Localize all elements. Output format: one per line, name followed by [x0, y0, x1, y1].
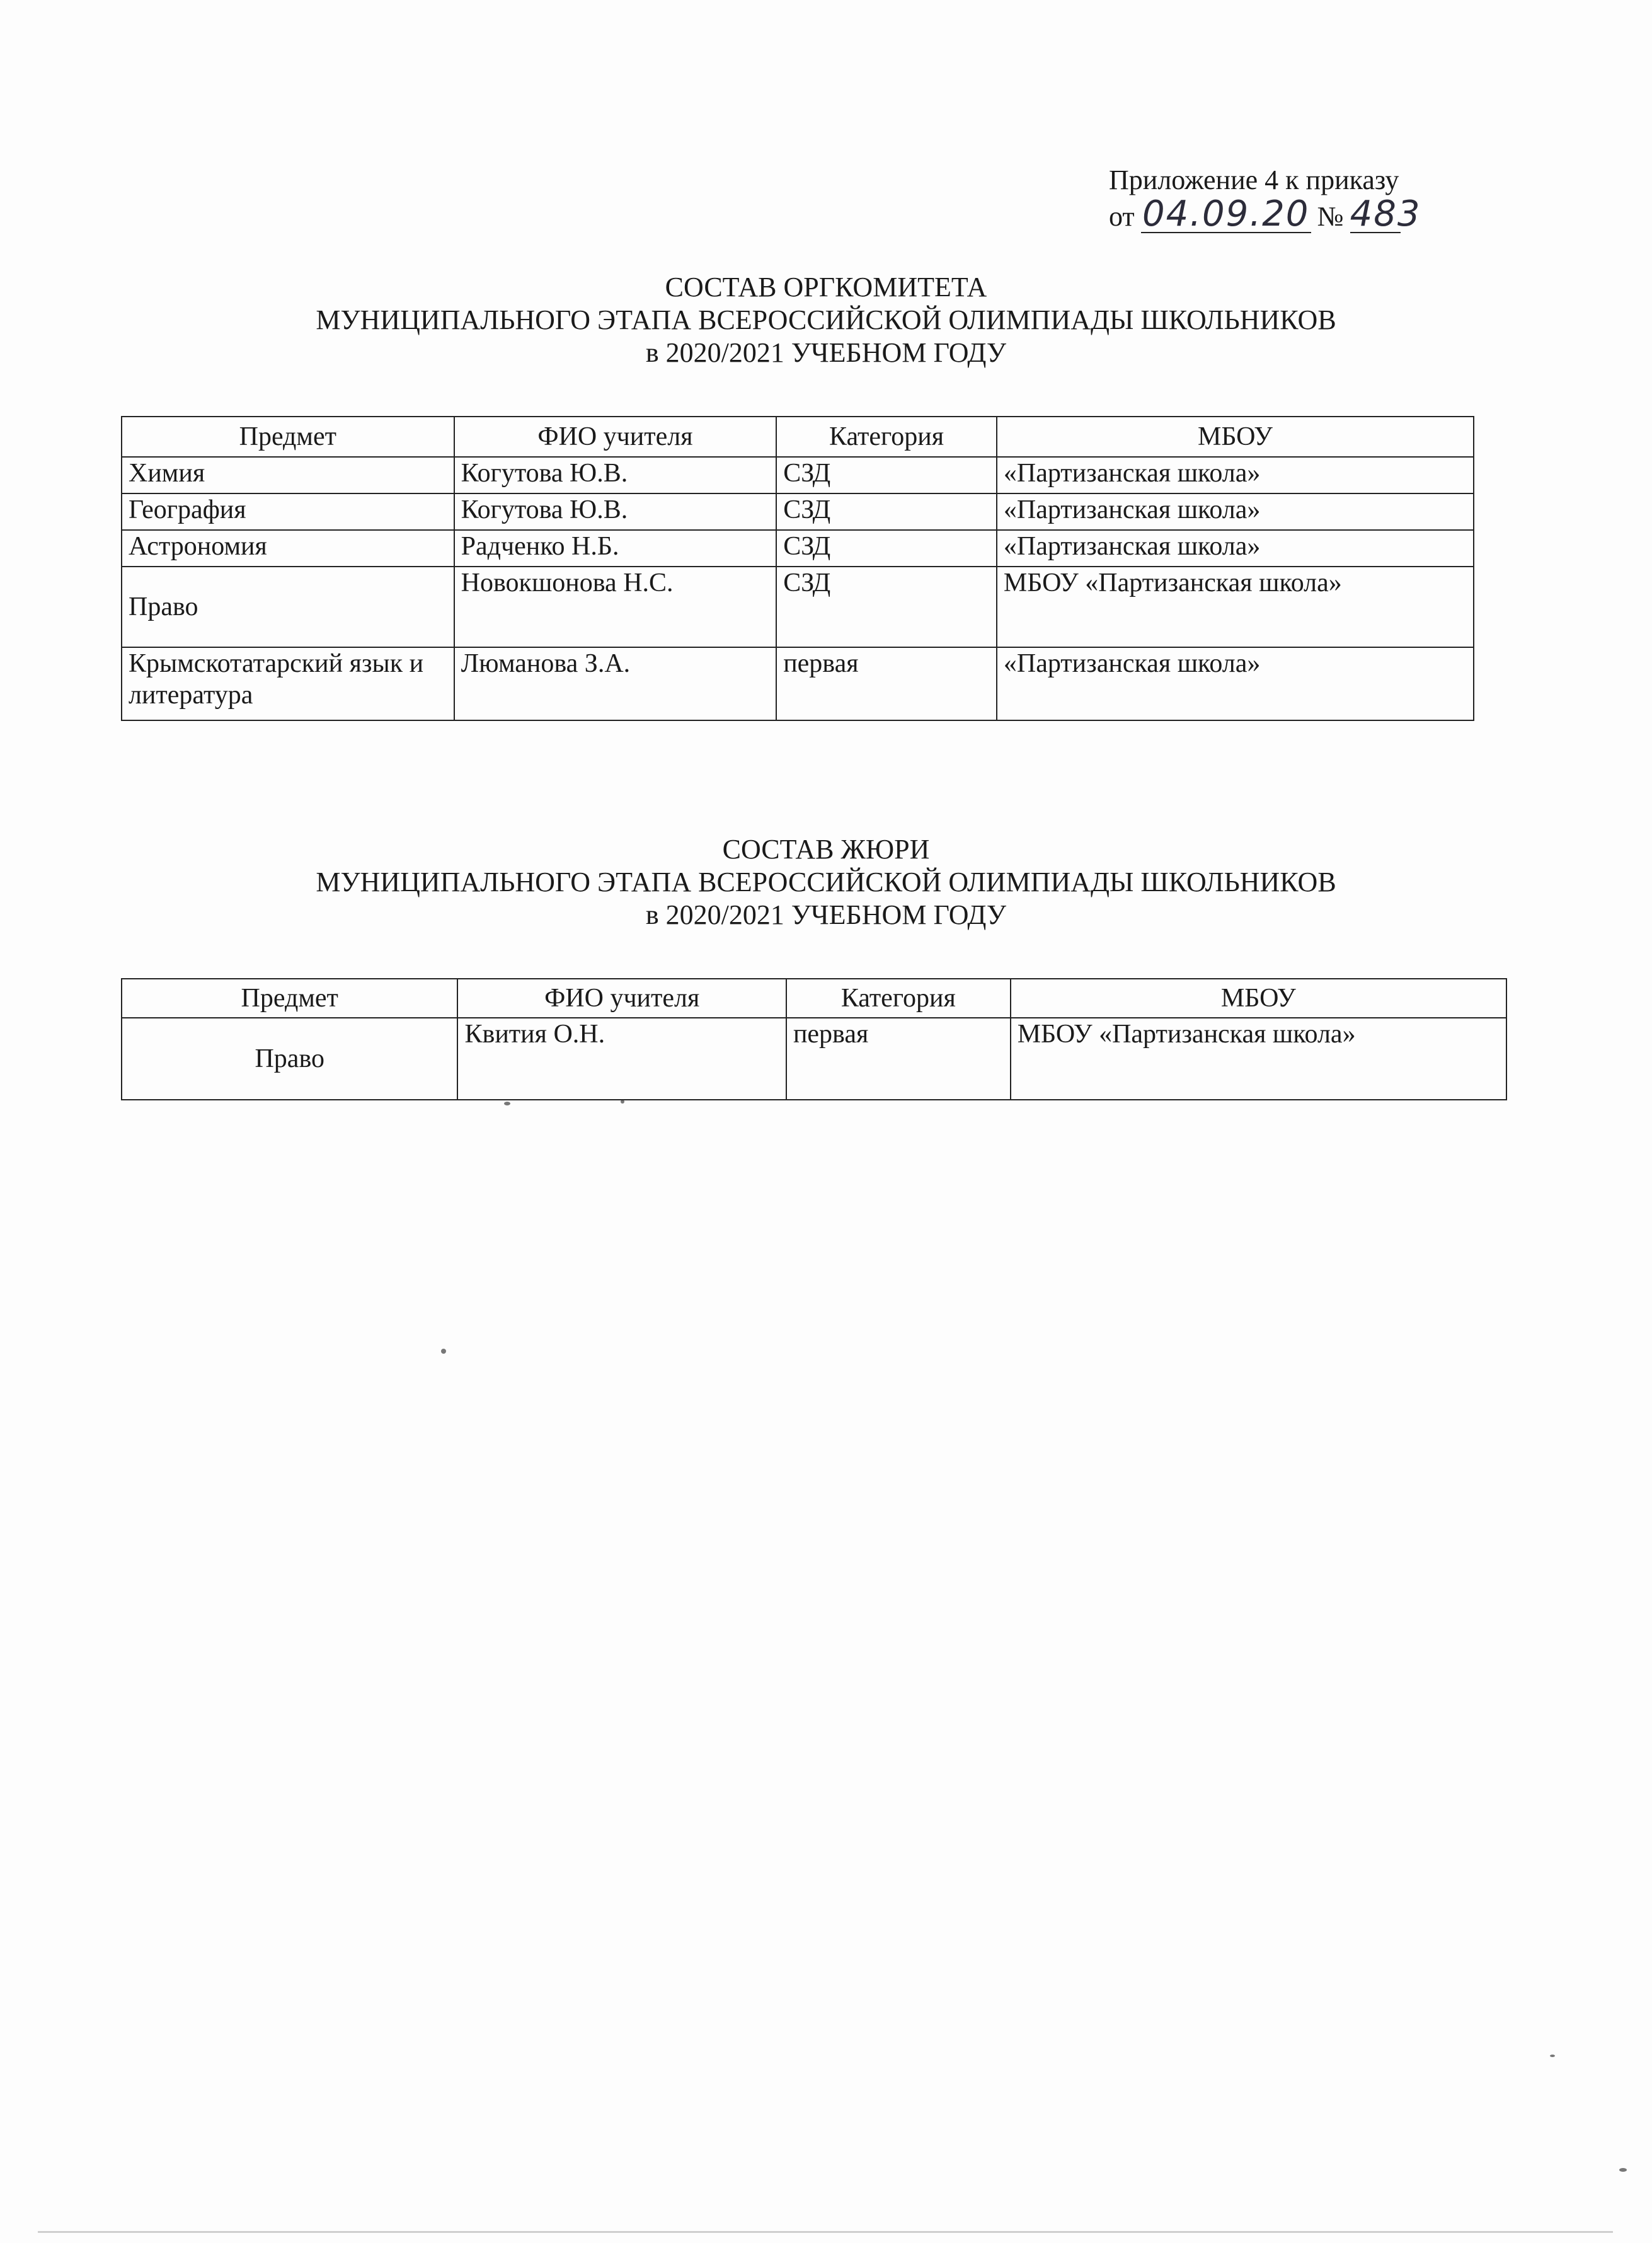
cell-school: МБОУ «Партизанская школа»: [997, 567, 1474, 647]
jury-title-line3: в 2020/2021 УЧЕБНОМ ГОДУ: [645, 899, 1007, 930]
header-category: Категория: [776, 417, 997, 457]
cell-school: «Партизанская школа»: [997, 530, 1474, 567]
table-row: [122, 457, 1474, 493]
number-label: №: [1317, 201, 1344, 232]
cell-category: СЗД: [776, 530, 997, 567]
orgcommittee-title: [0, 271, 1652, 369]
orgcommittee-title-line1: СОСТАВ ОРГКОМИТЕТА: [665, 272, 987, 303]
header-subject: Предмет: [122, 417, 454, 457]
table-row: [122, 567, 1474, 647]
cell-category: первая: [776, 647, 997, 720]
scan-speck: [1619, 2168, 1627, 2172]
jury-title-line2: МУНИЦИПАЛЬНОГО ЭТАПА ВСЕРОССИЙСКОЙ ОЛИМПИАДЫ ШКОЛЬНИКОВ: [316, 867, 1336, 897]
handwritten-number: 483: [1350, 193, 1421, 234]
cell-teacher-name: Квития О.Н.: [457, 1018, 786, 1100]
orgcommittee-title-line3: в 2020/2021 УЧЕБНОМ ГОДУ: [645, 337, 1007, 368]
header-subject: Предмет: [122, 979, 457, 1018]
cell-subject: Право: [122, 1018, 457, 1100]
cell-school: «Партизанская школа»: [997, 457, 1474, 493]
cell-teacher-name: Новокшонова Н.С.: [454, 567, 777, 647]
order-reference: [1109, 193, 1421, 234]
header-teacher-name: ФИО учителя: [454, 417, 777, 457]
cell-subject: Право: [122, 567, 454, 647]
cell-teacher-name: Люманова З.А.: [454, 647, 777, 720]
jury-table: [121, 978, 1507, 1100]
header-school: МБОУ: [997, 417, 1474, 457]
table-row: [122, 493, 1474, 530]
cell-teacher-name: Радченко Н.Б.: [454, 530, 777, 567]
appendix-line: Приложение 4 к приказу: [1109, 164, 1399, 195]
cell-teacher-name: Когутова Ю.В.: [454, 457, 777, 493]
cell-subject: Астрономия: [122, 530, 454, 567]
cell-subject: Химия: [122, 457, 454, 493]
scan-artifact: [38, 2231, 1613, 2233]
cell-subject: Крымскотатарский язык и литература: [122, 647, 454, 720]
scan-speck: [441, 1349, 446, 1354]
jury-title-line1: СОСТАВ ЖЮРИ: [722, 834, 930, 865]
cell-subject: География: [122, 493, 454, 530]
jury-title: [0, 833, 1652, 931]
from-label: от: [1109, 201, 1135, 232]
table-row: [122, 1018, 1506, 1100]
handwritten-date: 04.09.20: [1141, 197, 1311, 233]
cell-school: «Партизанская школа»: [997, 493, 1474, 530]
table-header-row: [122, 979, 1506, 1018]
header-category: Категория: [786, 979, 1011, 1018]
table-row: [122, 530, 1474, 567]
scan-speck: [504, 1102, 510, 1105]
cell-teacher-name: Когутова Ю.В.: [454, 493, 777, 530]
orgcommittee-table: [121, 416, 1474, 721]
table-row: [122, 647, 1474, 720]
appendix-reference: [1109, 164, 1421, 234]
orgcommittee-title-line2: МУНИЦИПАЛЬНОГО ЭТАПА ВСЕРОССИЙСКОЙ ОЛИМПИАДЫ ШКОЛЬНИКОВ: [316, 304, 1336, 335]
table-header-row: [122, 417, 1474, 457]
header-school: МБОУ: [1011, 979, 1506, 1018]
cell-category: СЗД: [776, 567, 997, 647]
header-teacher-name: ФИО учителя: [457, 979, 786, 1018]
cell-category: первая: [786, 1018, 1011, 1100]
cell-category: СЗД: [776, 493, 997, 530]
cell-school: МБОУ «Партизанская школа»: [1011, 1018, 1506, 1100]
cell-category: СЗД: [776, 457, 997, 493]
cell-school: «Партизанская школа»: [997, 647, 1474, 720]
scan-speck: [1550, 2055, 1555, 2057]
